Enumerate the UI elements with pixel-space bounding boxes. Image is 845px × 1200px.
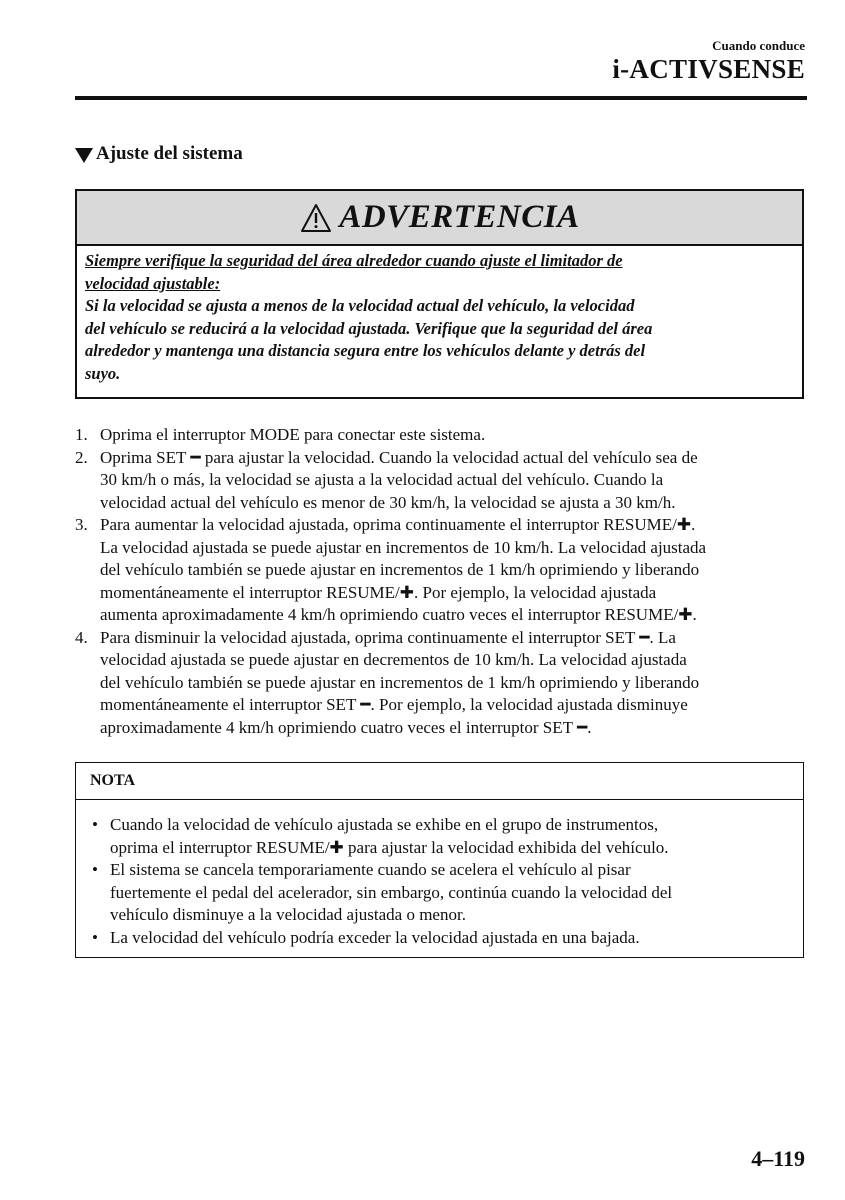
header-rule — [75, 96, 807, 100]
step-line: Oprima SET ━ para ajustar la velocidad. Cuando la velocidad actual del vehículo sea de — [100, 447, 698, 467]
step-line: La velocidad ajustada se puede ajustar en incrementos de 10 km/h. La velocidad ajustada — [100, 537, 707, 557]
header-section-label: Cuando conduce — [712, 38, 805, 53]
bullet-icon: • — [92, 860, 98, 879]
warning-line: del vehículo se reducirá a la velocidad ajustada. Verifique que la seguridad del área — [85, 318, 653, 338]
step-line: aumenta aproximadamente 4 km/h oprimiendo cuatro veces el interruptor RESUME/✚. — [100, 605, 697, 624]
steps-list — [75, 424, 810, 739]
step-number: 2. — [75, 447, 88, 467]
note-line: fuertemente el pedal del acelerador, sin embargo, continúa cuando la velocidad del — [110, 882, 673, 902]
section-title: Ajuste del sistema — [96, 143, 243, 164]
step-line: Oprima el interruptor MODE para conectar este sistema. — [100, 425, 486, 444]
step-item — [75, 627, 810, 740]
step-line: momentáneamente el interruptor RESUME/✚. Por ejemplo, la velocidad ajustada — [100, 582, 657, 602]
note-line: La velocidad del vehículo podría exceder la velocidad ajustada en una bajada. — [110, 927, 640, 947]
step-line: 30 km/h o más, la velocidad se ajusta a la velocidad actual del vehículo. Cuando la — [100, 470, 664, 489]
warning-line: velocidad ajustable: — [85, 273, 221, 293]
note-line: vehículo disminuye a la velocidad ajustada o menor. — [110, 905, 466, 924]
step-line: velocidad actual del vehículo es menor de 30 km/h, la velocidad se ajusta a 30 km/h. — [100, 492, 676, 512]
step-line: velocidad ajustada se puede ajustar en decrementos de 10 km/h. La velocidad ajustada — [100, 650, 687, 669]
step-item — [75, 447, 810, 515]
step-number: 1. — [75, 425, 88, 444]
page-number: 4–119 — [751, 1146, 805, 1171]
warning-triangle-icon — [299, 202, 333, 234]
step-line: del vehículo también se puede ajustar en incrementos de 1 km/h oprimiendo y liberando — [100, 560, 700, 579]
warning-line: alrededor y mantenga una distancia segura entre los vehículos delante y detrás del — [85, 341, 646, 360]
step-line: momentáneamente el interruptor SET ━. Por ejemplo, la velocidad ajustada disminuye — [100, 695, 688, 714]
warning-header — [77, 191, 802, 246]
note-list — [76, 800, 803, 949]
warning-box — [75, 189, 804, 399]
step-number: 3. — [75, 515, 88, 534]
warning-line: Si la velocidad se ajusta a menos de la velocidad actual del vehículo, la velocidad — [85, 296, 635, 315]
step-number: 4. — [75, 627, 88, 647]
note-line: oprima el interruptor RESUME/✚ para ajustar la velocidad exhibida del vehículo. — [110, 837, 669, 857]
note-line: El sistema se cancela temporariamente cuando se acelera el vehículo al pisar — [110, 860, 631, 879]
warning-title: ADVERTENCIA — [339, 199, 580, 235]
warning-line: suyo. — [85, 363, 121, 383]
note-item — [90, 859, 803, 927]
step-item — [75, 514, 810, 627]
step-line: aproximadamente 4 km/h oprimiendo cuatro veces el interruptor SET ━. — [100, 717, 592, 737]
section-heading — [75, 143, 243, 165]
bullet-icon: • — [92, 927, 98, 947]
step-line: Para disminuir la velocidad ajustada, oprima continuamente el interruptor SET ━. La — [100, 627, 676, 647]
bullet-icon: • — [92, 815, 98, 834]
note-box — [75, 762, 804, 958]
warning-body — [77, 246, 802, 385]
note-item — [90, 814, 803, 859]
note-item — [90, 927, 803, 950]
note-title: NOTA — [76, 763, 803, 800]
note-line: Cuando la velocidad de vehículo ajustada se exhibe en el grupo de instrumentos, — [110, 815, 659, 834]
header-chapter-title: i-ACTIVSENSE — [612, 54, 805, 84]
step-item — [75, 424, 810, 447]
down-triangle-icon — [75, 148, 93, 163]
step-line: del vehículo también se puede ajustar en incrementos de 1 km/h oprimiendo y liberando — [100, 672, 700, 692]
warning-line: Siempre verifique la seguridad del área alrededor cuando ajuste el limitador de — [85, 251, 623, 270]
step-line: Para aumentar la velocidad ajustada, oprima continuamente el interruptor RESUME/✚. — [100, 515, 696, 534]
